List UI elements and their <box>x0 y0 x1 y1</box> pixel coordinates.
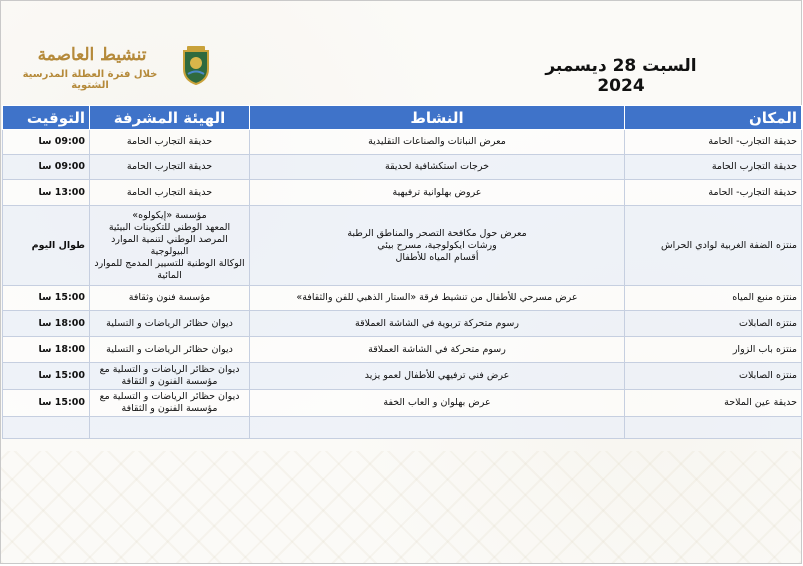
table-row <box>3 206 802 286</box>
table-row <box>3 337 802 363</box>
column-header-activity: النشاط <box>250 106 625 130</box>
table-row <box>3 130 802 155</box>
cell-time: 13:00 سا <box>3 180 90 206</box>
cell-activity: معرض حول مكافحة التصحر والمناطق الرطبة ورشات ايكولوجية، مسرح بيئي أقسام المياه للأطفال <box>250 206 625 286</box>
cell-place <box>625 417 802 439</box>
cell-place: حديقة عين الملاحة <box>625 390 802 417</box>
cell-organizer: حديقة التجارب الحامة <box>90 180 250 206</box>
cell-organizer: مؤسسة «إيكولوه» المعهد الوطني للتكوينات البيئية المرصد الوطني لتنمية الموارد البيولوجية الوكالة الوطنية للتسيير المدمج للموارد المائية <box>90 206 250 286</box>
table-row <box>3 180 802 206</box>
table-row <box>3 286 802 311</box>
cell-time: 18:00 سا <box>3 311 90 337</box>
column-header-place: المكان <box>625 106 802 130</box>
cell-place: منتزه باب الزوار <box>625 337 802 363</box>
cell-organizer: حديقة التجارب الحامة <box>90 130 250 155</box>
table-row <box>3 363 802 390</box>
cell-organizer: ديوان حظائر الرياضات و التسلية مع مؤسسة الفنون و الثقافة <box>90 363 250 390</box>
column-header-time: التوقيت <box>3 106 90 130</box>
cell-organizer: ديوان حظائر الرياضات و التسلية <box>90 311 250 337</box>
cell-time: 18:00 سا <box>3 337 90 363</box>
cell-activity: معرض النباتات والصناعات التقليدية <box>250 130 625 155</box>
cell-time: 15:00 سا <box>3 390 90 417</box>
cell-place: منتزه منبع المياه <box>625 286 802 311</box>
cell-place: حديقة التجارب- الحامة <box>625 180 802 206</box>
cell-activity: عروض بهلوانية ترفيهية <box>250 180 625 206</box>
cell-activity: رسوم متحركة في الشاشة العملاقة <box>250 337 625 363</box>
cell-activity: عرض بهلوان و العاب الخفة <box>250 390 625 417</box>
table-row <box>3 155 802 180</box>
cell-time: 15:00 سا <box>3 286 90 311</box>
cell-organizer: حديقة التجارب الحامة <box>90 155 250 180</box>
cell-activity: رسوم متحركة تربوية في الشاشة العملاقة <box>250 311 625 337</box>
cell-place: منتزه الضفة الغربية لوادي الحراش <box>625 206 802 286</box>
decorative-pattern <box>1 451 801 563</box>
cell-place: حديقة التجارب- الحامة <box>625 130 802 155</box>
schedule-table <box>2 105 802 439</box>
cell-activity: عرض مسرحي للأطفال من تنشيط فرقة «الستار الذهبي للفن والثقافة» <box>250 286 625 311</box>
cell-place: منتزه الصابلات <box>625 311 802 337</box>
cell-organizer: ديوان حظائر الرياضات و التسلية مع مؤسسة الفنون و الثقافة <box>90 390 250 417</box>
cell-activity <box>250 417 625 439</box>
column-header-organizer: الهيئة المشرفة <box>90 106 250 130</box>
table-header-row <box>3 106 802 130</box>
cell-time <box>3 417 90 439</box>
cell-time: 09:00 سا <box>3 155 90 180</box>
table-row <box>3 311 802 337</box>
cell-time: 09:00 سا <box>3 130 90 155</box>
algiers-emblem-icon <box>181 45 211 85</box>
cell-place: حديقة التجارب الحامة <box>625 155 802 180</box>
cell-place: منتزه الصابلات <box>625 363 802 390</box>
cell-activity: عرض فني ترفيهي للأطفال لعمو يزيد <box>250 363 625 390</box>
table-row <box>3 417 802 439</box>
brand-title: تنشيط العاصمة <box>37 45 147 65</box>
cell-time: 15:00 سا <box>3 363 90 390</box>
table-row <box>3 390 802 417</box>
cell-time: طوال اليوم <box>3 206 90 286</box>
cell-organizer: ديوان حظائر الرياضات و التسلية <box>90 337 250 363</box>
brand-subtitle: خلال فترة العطلة المدرسية الشتوية <box>22 69 158 91</box>
date-title: السبت 28 ديسمبر 2024 <box>545 56 697 96</box>
cell-organizer: مؤسسة فنون وثقافة <box>90 286 250 311</box>
cell-activity: خرجات استكشافية لحديقة <box>250 155 625 180</box>
cell-organizer <box>90 417 250 439</box>
